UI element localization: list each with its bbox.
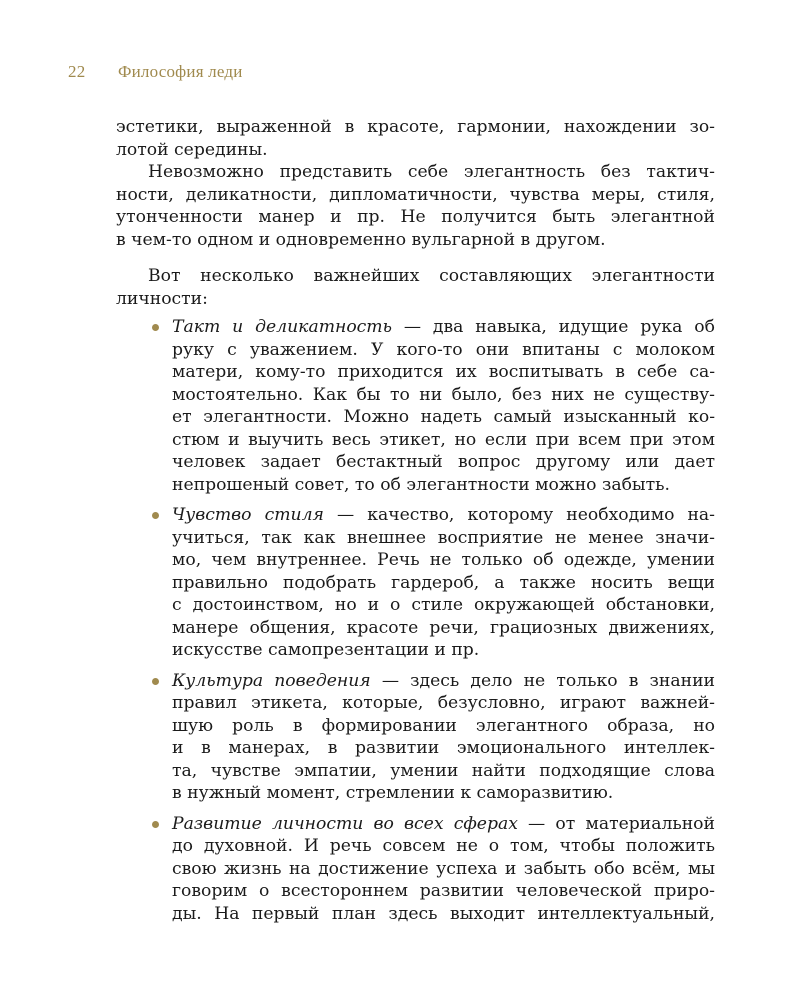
text-line [172,316,715,339]
bullet-rest: — два навыка, идущие рука об [391,317,716,337]
text-line: руку с уважением. У кого-то они впитаны с молоком [172,339,715,360]
page-number: 22 [68,62,86,81]
text-line: непрошеный совет, то об элегантности можно забыть. [172,474,670,495]
text-line: эстетики, выраженной в красоте, гармонии, нахождении зо- [116,117,715,137]
text-line: Вот несколько важнейших составляющих элегантности [148,266,715,286]
bullet-item-tact [116,316,715,496]
text-line: личности: [116,288,208,309]
bullet-dot-icon [152,821,159,828]
text-line: ности, деликатности, дипломатичности, чувства меры, стиля, [116,184,715,205]
bullet-term: Такт и деликатность [172,317,392,337]
text-line: ды. На первый план здесь выходит интеллектуальный, [172,903,715,924]
text-line: говорим о всестороннем развитии человеческой приро- [172,881,715,901]
bullet-dot-icon [152,512,159,519]
text-line: манере общения, красоте речи, грациозных движениях, [172,617,715,638]
text-line: мостоятельно. Как бы то ни было, без них не существу- [172,384,715,405]
text-line: мо, чем внутреннее. Речь не только об одежде, умении [172,550,715,570]
text-line: до духовной. И речь совсем не о том, чтобы положить [172,836,715,856]
bullet-rest: — от материальной [517,813,715,834]
text-line: стюм и выучить весь этикет, но если при всем при этом [172,429,715,450]
text-line: ет элегантности. Можно надеть самый изысканный ко- [172,407,715,427]
bullet-item-behavior [116,670,715,805]
text-line: Невозможно представить себе элегантность без тактич- [148,162,715,182]
text-line [172,813,715,836]
bullet-item-style [116,504,715,662]
text-line: человек задает бестактный вопрос другому или дает [172,452,715,472]
text-line: свою жизнь на достижение успеха и забыть обо всём, мы [172,858,715,879]
text-line: правильно подобрать гардероб, а также носить вещи [172,572,715,593]
book-title: Философия леди [118,62,243,81]
text-line: лотой середины. [116,139,268,160]
text-line [172,670,715,693]
text-line: в чем-то одном и одновременно вульгарной в другом. [116,229,606,250]
text-line: с достоинством, но и о стиле окружающей обстановки, [172,595,715,615]
text-line: та, чувстве эмпатии, умении найти подходящие слова [172,760,715,781]
text-line: искусстве самопрезентации и пр. [172,640,480,660]
text-line: шую роль в формировании элегантного образа, но [172,715,715,736]
running-head [68,62,243,82]
text-line [172,504,715,527]
text-line: учиться, так как внешнее восприятие не менее значи- [172,527,715,548]
bullet-rest: — качество, которому необходимо на- [323,505,715,525]
bullet-dot-icon [152,324,159,331]
page-body [116,116,715,933]
bullet-term: Культура поведения [172,670,371,691]
text-line: в нужный момент, стремлении к саморазвитию. [172,783,614,803]
paragraph-gap [116,251,715,265]
text-line: и в манерах, в развитии эмоционального интеллек- [172,738,715,758]
bullet-item-development [116,813,715,926]
bullet-list [116,316,715,925]
text-line: утонченности манер и пр. Не получится быть элегантной [116,207,715,227]
bullet-term: Чувство стиля [172,505,324,525]
text-line: правил этикета, которые, безусловно, играют важней- [172,693,715,713]
bullet-rest: — здесь дело не только в знании [370,670,715,691]
text-line: матери, кому-то приходится их воспитывать в себе са- [172,362,715,382]
bullet-dot-icon [152,678,159,685]
bullet-term: Развитие личности во всех сферах [172,813,518,834]
